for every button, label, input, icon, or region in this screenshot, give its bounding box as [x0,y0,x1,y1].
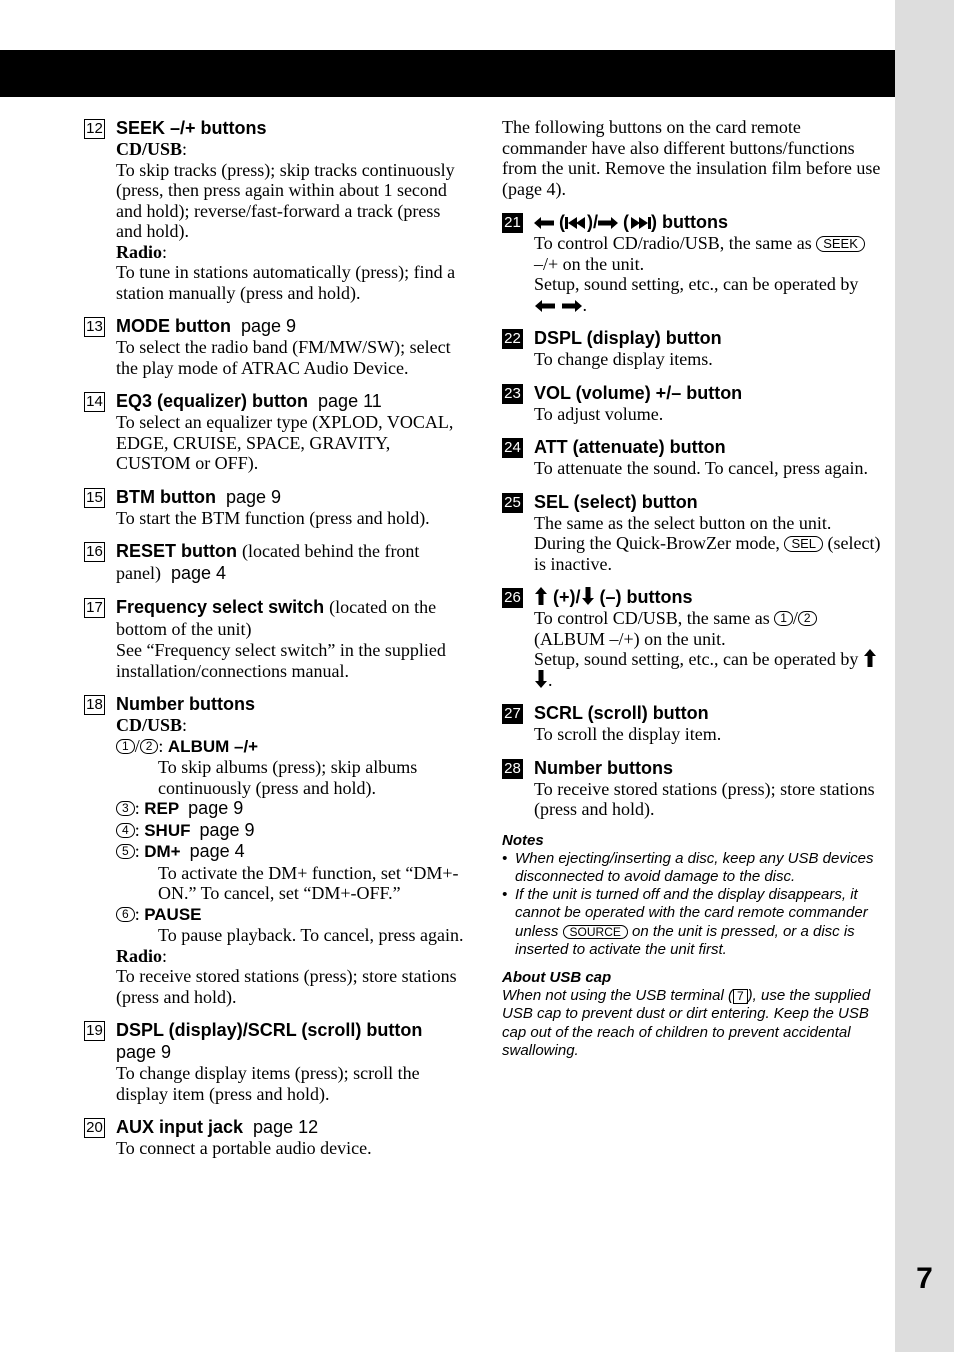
note-text: on the unit is pressed, or a disc is inserted to activate the unit first. [515,922,855,958]
notes-heading: Notes [502,831,544,849]
item-mode [84,315,464,378]
key-1: 1 [774,611,793,626]
item-title: MODE button [116,316,231,336]
item-reset [84,540,464,584]
item-text: To change display items. [534,349,713,369]
item-text: The same as the select button on the unit. During the Quick-BrowZer mode, [534,512,832,553]
item-text: To skip albums (press); skip albums continuously (press and hold). [158,757,418,798]
item-eq3 [84,390,464,474]
label-cd-usb: CD/USB [116,715,183,735]
item-number: 24 [502,438,523,458]
item-text: To skip tracks (press); skip tracks continuously (press, then press again within about 1 second and hold); reverse/fast-forward a track (press and hold). [116,159,455,241]
item-text: To change display items (press); scroll the display item (press and hold). [116,1063,420,1104]
item-number: 28 [502,759,523,779]
sel-key-icon: SEL [784,536,823,552]
notes-section: Notes • When ejecting/inserting a disc, keep any USB devices disconnected to avoid damage to the disc. • If the unit is turned off and the display disappears, it cannot be operated with the card remote commander unless SOURCE on the unit is pressed, or a disc is inserted to activate the unit first. [502,832,884,959]
label-cd-usb: CD/USB [116,139,183,159]
title-part: )/ [587,212,599,232]
item-number-buttons: 18 Number buttons CD/USB: 1 / 2 : ALBUM –/+ To skip albums (press); skip albums continuously (press and hold). 3 : REP page 9 4 : SHUF page 9 5 : DM+ page 4 To activate the DM+ function, set “DM+-ON.” To cancel, set “DM+-OFF.” 6 : PAUSE To pause playback. To cancel, press again. Radio: To receive stored stations (press); store stations (press and hold). [84,693,464,1007]
key-2: 2 [140,739,159,754]
page-ref: page 9 [199,819,255,840]
item-title: SEL (select) button [534,491,698,512]
intro-paragraph: The following buttons on the card remote commander have also different buttons/functions from the unit. Remove the insulation film before use (page 4). [502,117,881,199]
item-number: 22 [502,329,523,349]
item-sel [502,491,884,575]
item-text: To receive stored stations (press); store stations (press and hold). [116,966,457,1007]
item-number: 25 [502,493,523,513]
note-text: If the unit is turned off and the display disappears, it cannot be operated with the card remote commander unless [515,886,868,940]
item-text: See “Frequency select switch” in the supplied installation/connections manual. [116,640,446,681]
usb-cap-text: ), use the supplied USB cap to prevent dust or dirt entering. Keep the USB cap out of the reach of children to prevent accidental swallowing. [502,987,871,1059]
item-seek: 12 SEEK –/+ buttons CD/USB: To skip tracks (press); skip tracks continuously (press, then press again within about 1 second and hold); reverse/fast-forward a track (press and hold). Radio: To tune in stations automatically (press); find a station manually (press and hold). [84,117,464,303]
note-text: When ejecting/inserting a disc, keep any USB devices disconnected to avoid damage to the disc. [515,849,874,885]
item-text: To receive stored stations (press); store stations (press and hold). [534,778,875,819]
item-arrow-buttons: 21 ( )/ ( ) buttons To control CD/radio/USB, the same as SEEK –/+ on the unit. Setup, sound setting, etc., can be operated by . [502,211,884,315]
usb-cap-heading: About USB cap [502,968,612,986]
item-text: To control CD/USB, the same as [534,608,770,628]
item-title: Number buttons [116,694,255,714]
item-up-down-buttons: 26 (+)/ (–) buttons To control CD/USB, the same as 1 / 2 (ALBUM –/+) on the unit. Setup, sound setting, etc., can be operated by . [502,586,884,690]
key-2: 2 [798,611,817,626]
item-text: To activate the DM+ function, set “DM+-ON.” To cancel, set “DM+-OFF.” [158,862,459,903]
key-4: 4 [116,823,135,838]
item-number: 26 [502,588,523,608]
item-text: (ALBUM –/+) on the unit. [534,628,726,649]
item-number: 17 [84,598,105,618]
item-text: Setup, sound setting, etc., can be operated by [534,274,859,294]
item-title: BTM button [116,486,216,507]
item-title: ATT (attenuate) button [534,437,726,457]
item-title: DSPL (display)/SCRL (scroll) button [116,1020,423,1040]
item-scrl [502,702,884,745]
item-text: To control CD/radio/USB, the same as [534,233,812,253]
item-text: To pause playback. To cancel, press again. [158,925,464,945]
item-title: EQ3 (equalizer) button [116,391,309,411]
right-column [502,117,884,1060]
item-text: To connect a portable audio device. [116,1138,372,1158]
left-column [84,117,464,1171]
page-number: 7 [916,1262,933,1295]
item-reference: 7 [733,989,748,1004]
item-text: Setup, sound setting, etc., can be operated by [534,649,859,669]
usb-cap-section [502,969,884,1060]
left-arrow-icon [534,299,556,313]
item-number: 14 [84,392,105,412]
item-text: To scroll the display item. [534,724,722,744]
item-number: 16 [84,542,105,562]
key-1: 1 [116,739,135,754]
page-ref: page 4 [189,841,245,861]
title-part: ) buttons [651,212,729,232]
item-number: 13 [84,317,105,337]
key-3: 3 [116,801,135,816]
item-text: To adjust volume. [534,403,664,424]
item-number: 20 [84,1118,105,1138]
page-ref: page 11 [318,391,382,411]
item-dspl [502,327,884,370]
item-remote-number-buttons [502,757,884,820]
item-number: 15 [84,488,105,508]
item-dspl-scrl [84,1019,464,1104]
left-arrow-icon [534,216,554,230]
page-ref: page 9 [116,1042,172,1062]
item-number: 19 [84,1021,105,1041]
up-arrow-icon [534,587,548,605]
item-number: 18 [84,695,105,715]
item-title: DSPL (display) button [534,328,722,348]
item-text: To attenuate the sound. To cancel, press again. [534,458,869,478]
header-bar [0,50,895,97]
item-title: SCRL (scroll) button [534,703,709,723]
title-part: (+)/ [553,587,581,607]
item-title: Number buttons [534,757,673,778]
function-album: ALBUM –/+ [167,736,259,756]
page-ref: page 9 [225,486,282,507]
title-part: ( [559,212,566,232]
right-arrow-icon [598,216,618,230]
key-6: 6 [116,907,135,922]
function-pause: PAUSE [144,904,202,924]
label-radio: Radio [116,945,163,966]
item-btm [84,486,464,529]
function-dm: DM+ [144,842,181,861]
page-ref: page 9 [241,316,297,336]
next-track-icon [629,216,651,230]
right-arrow-icon [561,299,583,313]
item-number: 12 [84,119,105,139]
item-text: To select an equalizer type (XPLOD, VOCAL, EDGE, CRUISE, SPACE, GRAVITY, CUSTOM or OFF). [116,412,454,473]
title-part: ( [623,212,630,232]
page-ref: page 4 [171,563,227,583]
item-title: SEEK –/+ buttons [116,118,267,138]
usb-cap-text: When not using the USB terminal ( [502,987,733,1005]
item-note: (located on the bottom of the unit) [116,597,437,639]
label-radio: Radio [116,241,163,262]
item-text: To start the BTM function (press and hold). [116,507,430,528]
previous-track-icon [565,216,587,230]
page-ref: page 12 [253,1117,319,1137]
up-arrow-icon [863,649,877,667]
item-title: RESET button [116,541,237,561]
item-text: –/+ on the unit. [534,253,645,274]
item-title: VOL (volume) +/– button [534,382,743,403]
source-key-icon: SOURCE [563,925,628,939]
item-att [502,436,884,479]
function-rep: REP [144,799,180,818]
item-text: (select) is inactive. [534,533,881,574]
item-number: 23 [502,384,523,404]
item-vol [502,382,884,425]
item-title: Frequency select switch [116,597,325,617]
title-part: (–) buttons [599,587,693,607]
key-5: 5 [116,844,135,859]
seek-key-icon: SEEK [816,236,865,252]
down-arrow-icon [534,670,548,688]
page-edge-tab [895,0,954,1352]
item-frequency-switch [84,596,464,681]
item-text: To select the radio band (FM/MW/SW); select the play mode of ATRAC Audio Device. [116,337,451,378]
down-arrow-icon [581,587,595,605]
item-note: (located behind the front panel) [116,541,420,583]
item-number: 21 [502,213,523,233]
item-aux-jack [84,1116,464,1159]
item-text: To tune in stations automatically (press); find a station manually (press and hold). [116,262,456,303]
item-number: 27 [502,704,523,724]
item-title: AUX input jack [116,1117,244,1137]
function-shuf: SHUF [144,820,191,840]
page-ref: page 9 [188,798,244,818]
